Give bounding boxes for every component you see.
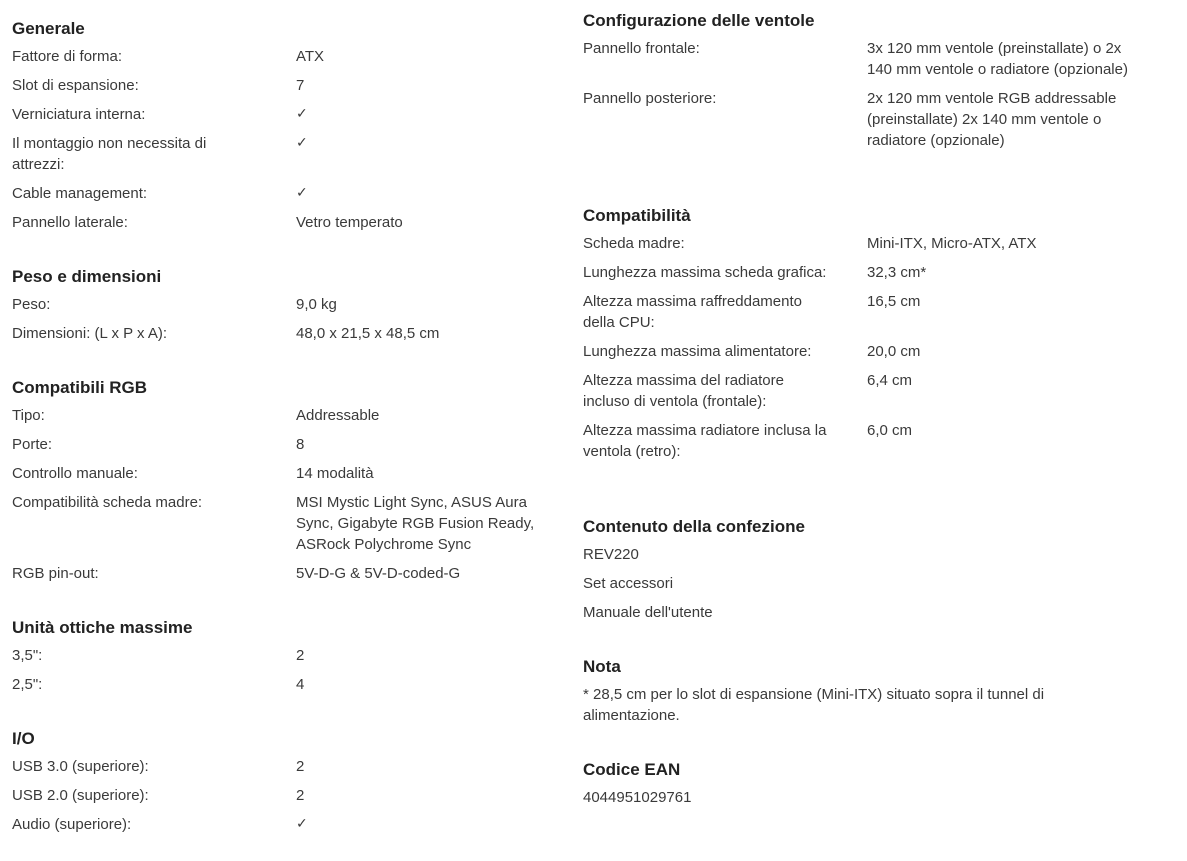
spec-row bbox=[12, 756, 572, 777]
spec-row bbox=[12, 434, 572, 455]
section-package-contents bbox=[583, 516, 805, 631]
spec-label: Pannello frontale: bbox=[583, 40, 700, 57]
spec-row bbox=[583, 38, 1132, 80]
spec-row bbox=[583, 291, 1132, 333]
spec-label: Cable management: bbox=[12, 185, 148, 202]
spec-label: Il montaggio non necessita di attrezzi: bbox=[12, 135, 207, 173]
spec-value: Mini-ITX, Micro-ATX, ATX bbox=[867, 235, 1037, 252]
spec-row bbox=[583, 370, 1132, 412]
spec-value: Vetro temperato bbox=[296, 214, 403, 231]
spec-label: USB 2.0 (superiore): bbox=[12, 787, 149, 804]
check-icon: ✓ bbox=[296, 135, 308, 151]
section-title: I/O bbox=[12, 729, 35, 748]
spec-row bbox=[12, 645, 572, 666]
spec-value: 2 bbox=[296, 758, 305, 775]
spec-row bbox=[583, 341, 1132, 362]
spec-value: 20,0 cm bbox=[867, 343, 921, 360]
check-icon: ✓ bbox=[296, 106, 308, 122]
spec-value: 4 bbox=[296, 676, 305, 693]
spec-value: 3x 120 mm ventole (preinstallate) o 2x 140 mm ventole o radiatore (opzionale) bbox=[867, 40, 1128, 78]
spec-value: MSI Mystic Light Sync, ASUS Aura Sync, Gigabyte RGB Fusion Ready, ASRock Polychrome Sync bbox=[296, 494, 535, 553]
spec-row bbox=[583, 233, 1132, 254]
section-peso-e-dimensioni bbox=[12, 266, 572, 352]
spec-label: 3,5": bbox=[12, 647, 43, 664]
package-item: Set accessori bbox=[583, 575, 674, 592]
spec-row bbox=[583, 88, 1132, 151]
spec-row bbox=[12, 75, 572, 96]
spec-row bbox=[12, 405, 572, 426]
spec-row bbox=[12, 492, 572, 555]
spec-label: Pannello laterale: bbox=[12, 214, 128, 231]
section-title: Codice EAN bbox=[583, 760, 681, 779]
spec-value: 48,0 x 21,5 x 48,5 cm bbox=[296, 325, 440, 342]
spec-label: Dimensioni: (L x P x A): bbox=[12, 325, 168, 342]
spec-row bbox=[583, 420, 1132, 462]
section-title: Peso e dimensioni bbox=[12, 267, 162, 286]
note-text: * 28,5 cm per lo slot di espansione (Mini-ITX) situato sopra il tunnel di alimentazione. bbox=[583, 686, 1045, 724]
section-title: Unità ottiche massime bbox=[12, 618, 193, 637]
spec-value: 2 bbox=[296, 647, 305, 664]
section-ean-code bbox=[583, 759, 691, 816]
section-title: Nota bbox=[583, 657, 621, 676]
section-title: Contenuto della confezione bbox=[583, 517, 805, 536]
spec-label: RGB pin-out: bbox=[12, 565, 99, 582]
spec-row bbox=[12, 183, 572, 204]
spec-value: 32,3 cm* bbox=[867, 264, 927, 281]
spec-label: USB 3.0 (superiore): bbox=[12, 758, 149, 775]
spec-label: Verniciatura interna: bbox=[12, 106, 146, 123]
spec-value: 14 modalità bbox=[296, 465, 374, 482]
spec-label: Tipo: bbox=[12, 407, 45, 424]
spec-label: Compatibilità scheda madre: bbox=[12, 494, 203, 511]
spec-row bbox=[12, 294, 572, 315]
spec-row bbox=[12, 212, 572, 233]
spec-row bbox=[12, 46, 572, 67]
section-note bbox=[583, 656, 1103, 734]
section-unit-ottiche-massime bbox=[12, 617, 572, 703]
spec-value: 6,4 cm bbox=[867, 372, 913, 389]
section-title: Compatibilità bbox=[583, 206, 691, 225]
spec-value: 6,0 cm bbox=[867, 422, 913, 439]
spec-label: Lunghezza massima alimentatore: bbox=[583, 343, 812, 360]
section-compatibili-rgb bbox=[12, 377, 572, 592]
spec-label: Porte: bbox=[12, 436, 53, 453]
spec-value: 16,5 cm bbox=[867, 293, 921, 310]
ean-code: 4044951029761 bbox=[583, 789, 692, 806]
section-i-o bbox=[12, 728, 572, 843]
spec-label: Slot di espansione: bbox=[12, 77, 139, 94]
spec-label: 2,5": bbox=[12, 676, 43, 693]
spec-row bbox=[12, 323, 572, 344]
spec-label: Altezza massima raffreddamento della CPU: bbox=[583, 293, 802, 331]
section-title: Configurazione delle ventole bbox=[583, 11, 815, 30]
spec-value: 8 bbox=[296, 436, 305, 453]
section-title: Generale bbox=[12, 19, 85, 38]
spec-label: Pannello posteriore: bbox=[583, 90, 717, 107]
spec-row bbox=[12, 785, 572, 806]
spec-value: 7 bbox=[296, 77, 305, 94]
section-fan-configuration bbox=[583, 10, 1132, 159]
spec-label: Altezza massima del radiatore incluso di ventola (frontale): bbox=[583, 372, 784, 410]
section-compatibility bbox=[583, 205, 1132, 470]
spec-label: Peso: bbox=[12, 296, 51, 313]
spec-row bbox=[12, 104, 572, 125]
spec-row bbox=[12, 814, 572, 835]
spec-value: 9,0 kg bbox=[296, 296, 337, 313]
section-title: Compatibili RGB bbox=[12, 378, 148, 397]
spec-value: 2 bbox=[296, 787, 305, 804]
package-item: REV220 bbox=[583, 546, 639, 563]
spec-label: Audio (superiore): bbox=[12, 816, 132, 833]
spec-value: 5V-D-G & 5V-D-coded-G bbox=[296, 565, 461, 582]
spec-label: Controllo manuale: bbox=[12, 465, 138, 482]
spec-value: 2x 120 mm ventole RGB addressable (preinstallate) 2x 140 mm ventole o radiatore (opzionale) bbox=[867, 90, 1117, 149]
spec-row bbox=[12, 463, 572, 484]
package-item: Manuale dell'utente bbox=[583, 604, 713, 621]
check-icon: ✓ bbox=[296, 185, 308, 201]
spec-value: Addressable bbox=[296, 407, 380, 424]
spec-row bbox=[12, 133, 572, 175]
spec-row bbox=[12, 674, 572, 695]
spec-label: Altezza massima radiatore inclusa la ventola (retro): bbox=[583, 422, 827, 460]
spec-label: Lunghezza massima scheda grafica: bbox=[583, 264, 827, 281]
spec-value: ATX bbox=[296, 48, 325, 65]
check-icon: ✓ bbox=[296, 816, 308, 832]
spec-label: Scheda madre: bbox=[583, 235, 685, 252]
spec-row bbox=[12, 563, 572, 584]
section-generale bbox=[12, 18, 572, 241]
spec-row bbox=[583, 262, 1132, 283]
spec-label: Fattore di forma: bbox=[12, 48, 123, 65]
